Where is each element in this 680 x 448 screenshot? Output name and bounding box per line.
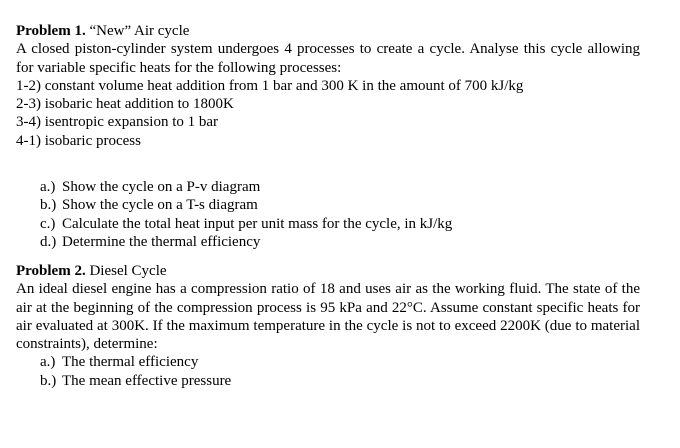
process-1-2: 1-2) constant volume heat addition from 1 bar and 300 K in the amount of 700 kJ/kg — [16, 77, 524, 94]
part-text: The thermal efficiency — [62, 354, 199, 371]
part-c — [16, 215, 640, 233]
part-label: a.) — [40, 179, 56, 196]
part-label: b.) — [40, 372, 57, 389]
part-text: Show the cycle on a T-s diagram — [62, 197, 258, 214]
part-a — [16, 353, 640, 371]
problem-1-number: Problem 1. — [16, 23, 86, 39]
part-a — [16, 178, 640, 196]
part-text: Show the cycle on a P-v diagram — [62, 179, 261, 196]
problem-2-intro: An ideal diesel engine has a compression ratio of 18 and uses air as the working fluid. The state of the air at the beginning of the compression process is 95 kPa and 22°C. Assume constant specific heats for air evaluated at 300K. If the maximum temperature in the cycle is not to exceed 2200K (due to material constraints), determine: — [16, 281, 640, 353]
process-4-1: 4-1) isobaric process — [16, 132, 141, 149]
part-label: d.) — [40, 233, 57, 250]
part-b — [16, 372, 640, 390]
problem-2-parts — [16, 353, 640, 390]
part-text: Determine the thermal efficiency — [62, 233, 261, 250]
problem-1-parts — [16, 178, 640, 251]
part-text: The mean effective pressure — [62, 372, 232, 389]
problem-1-intro: A closed piston-cylinder system undergoes 4 processes to create a cycle. Analyse this cycle allowing for variable specific heats for the following processes: — [16, 41, 640, 76]
part-label: c.) — [40, 215, 56, 232]
problem-2 — [16, 262, 640, 390]
problem-1 — [16, 22, 640, 251]
part-text: Calculate the total heat input per unit mass for the cycle, in kJ/kg — [62, 215, 453, 232]
part-b — [16, 196, 640, 214]
problem-1-title: “New” Air cycle — [89, 23, 190, 39]
process-3-4: 3-4) isentropic expansion to 1 bar — [16, 114, 219, 131]
problem-2-heading — [16, 262, 640, 280]
part-label: b.) — [40, 197, 57, 214]
problem-2-number: Problem 2. — [16, 263, 86, 279]
part-label: a.) — [40, 354, 56, 371]
process-2-3: 2-3) isobaric heat addition to 1800K — [16, 96, 234, 113]
part-d — [16, 233, 640, 251]
problem-2-title: Diesel Cycle — [89, 263, 167, 279]
problem-1-heading — [16, 22, 640, 40]
